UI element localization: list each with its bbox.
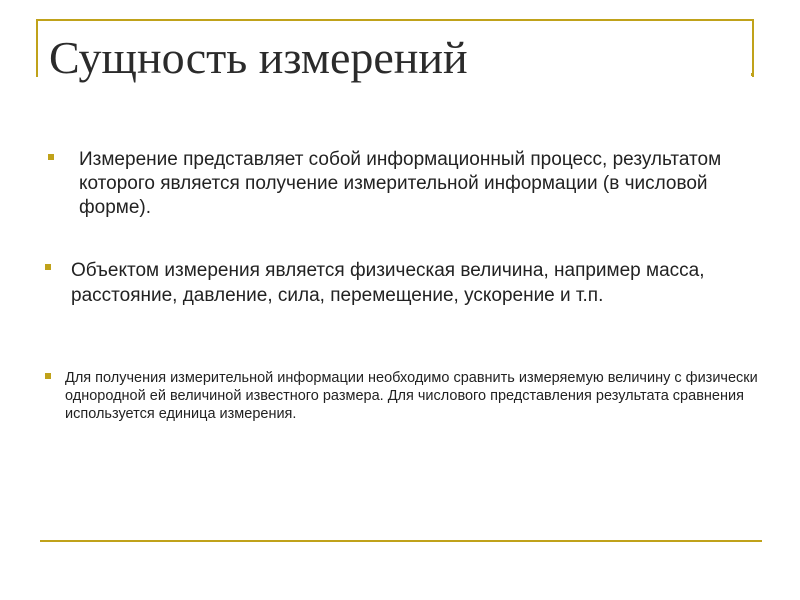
bullet-text: Объектом измерения является физическая величина, например масса, расстояние, давление, сила, перемещение, ускорение и т.п. [71,260,705,306]
bullet-text: Для получения измерительной информации необходимо сравнить измеряемую величину с физически однородной ей величиной известного размера. Для числового представления результата сравнения используется единица измерения. [65,370,758,422]
title-frame-left-line [36,19,38,77]
title-frame-corner-dot [751,73,754,76]
title-frame-top-line [36,19,754,21]
bullet-item-measurement-definition [48,148,738,220]
bottom-divider-line [40,540,762,542]
slide-title: Сущность измерений [49,32,468,83]
bullet-square-icon [45,264,51,270]
title-frame-right-line [752,19,754,77]
bullet-item-unit-of-measurement [45,369,760,423]
bullet-text: Измерение представляет собой информационный процесс, результатом которого является получение измерительной информации (в числовой форме). [79,149,722,218]
bullet-square-icon [45,373,51,379]
bullet-square-icon [48,154,54,160]
bullet-item-measurement-object [45,258,760,308]
